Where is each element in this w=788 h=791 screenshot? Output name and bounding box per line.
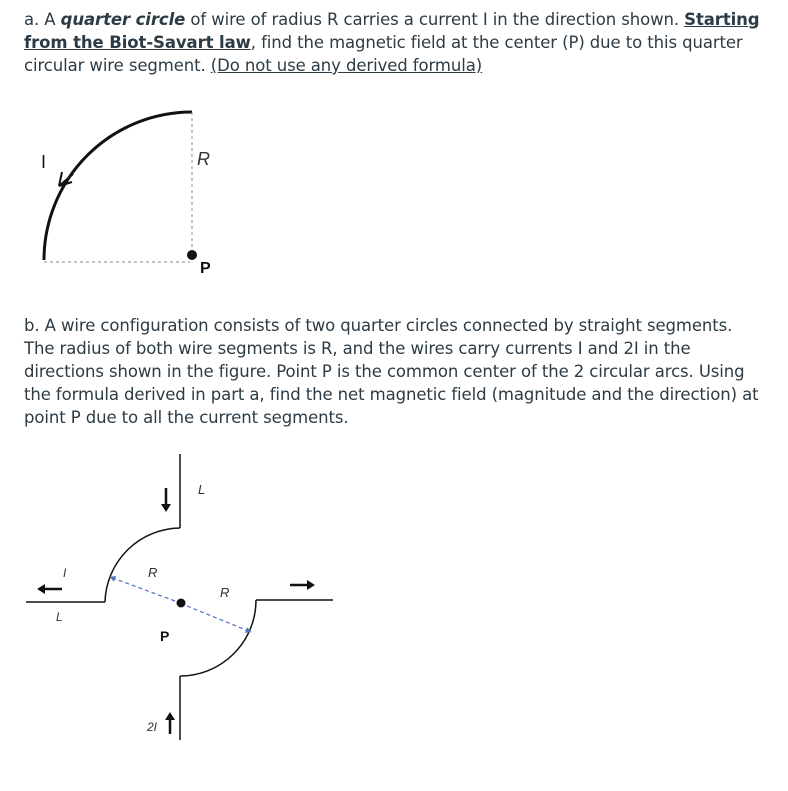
figure-b xyxy=(26,454,333,740)
part-a-text: of wire of radius R carries a current I in the direction shown. xyxy=(185,10,685,29)
part-b-question: b. A wire configuration consists of two quarter circles connected by straight segments. The radius of both wire segments is R, and the wires carry currents I and 2I in the directions shown in the figure. Point P is the common center of the 2 circular arcs. Using the formula derived in part a, find the net magnetic field (magnitude and the direction) at point P due to all the current segments. xyxy=(24,316,759,427)
radius-label: R xyxy=(197,149,210,169)
right-current-right-arrow-icon xyxy=(290,580,315,590)
quarter-circle-wire xyxy=(44,112,192,260)
center-point-dot-b xyxy=(177,599,186,608)
left-radius-arrow xyxy=(110,577,175,601)
bottom-current-label: 2I xyxy=(147,720,158,734)
right-radius-label: R xyxy=(220,585,230,600)
biot-savart-instruction: Starting from the Biot-Savart law xyxy=(24,10,760,52)
upper-left-quarter-circle xyxy=(105,528,180,602)
left-current-left-arrow-icon xyxy=(37,584,62,594)
top-length-label: L xyxy=(198,482,206,497)
current-label: I xyxy=(41,152,47,172)
top-current-down-arrow-icon xyxy=(161,488,171,512)
lower-right-quarter-circle xyxy=(180,600,256,676)
center-point-dot xyxy=(187,250,197,260)
left-radius-label: R xyxy=(148,565,158,580)
right-radius-arrow xyxy=(187,606,251,632)
left-current-label: I xyxy=(63,566,67,580)
center-label: P xyxy=(200,260,211,277)
left-length-label: L xyxy=(56,610,63,624)
part-a-task: , find the magnetic field at the center (P) due to this quarter circular wire segment. xyxy=(24,33,743,75)
bottom-current-up-arrow-icon xyxy=(165,712,175,734)
part-a-prefix: a. A xyxy=(24,10,61,29)
part-a-note: (Do not use any derived formula) xyxy=(210,56,483,75)
part-a-emphasis: quarter circle xyxy=(60,10,186,29)
center-label-b: P xyxy=(160,628,170,644)
figure-a xyxy=(41,112,211,277)
